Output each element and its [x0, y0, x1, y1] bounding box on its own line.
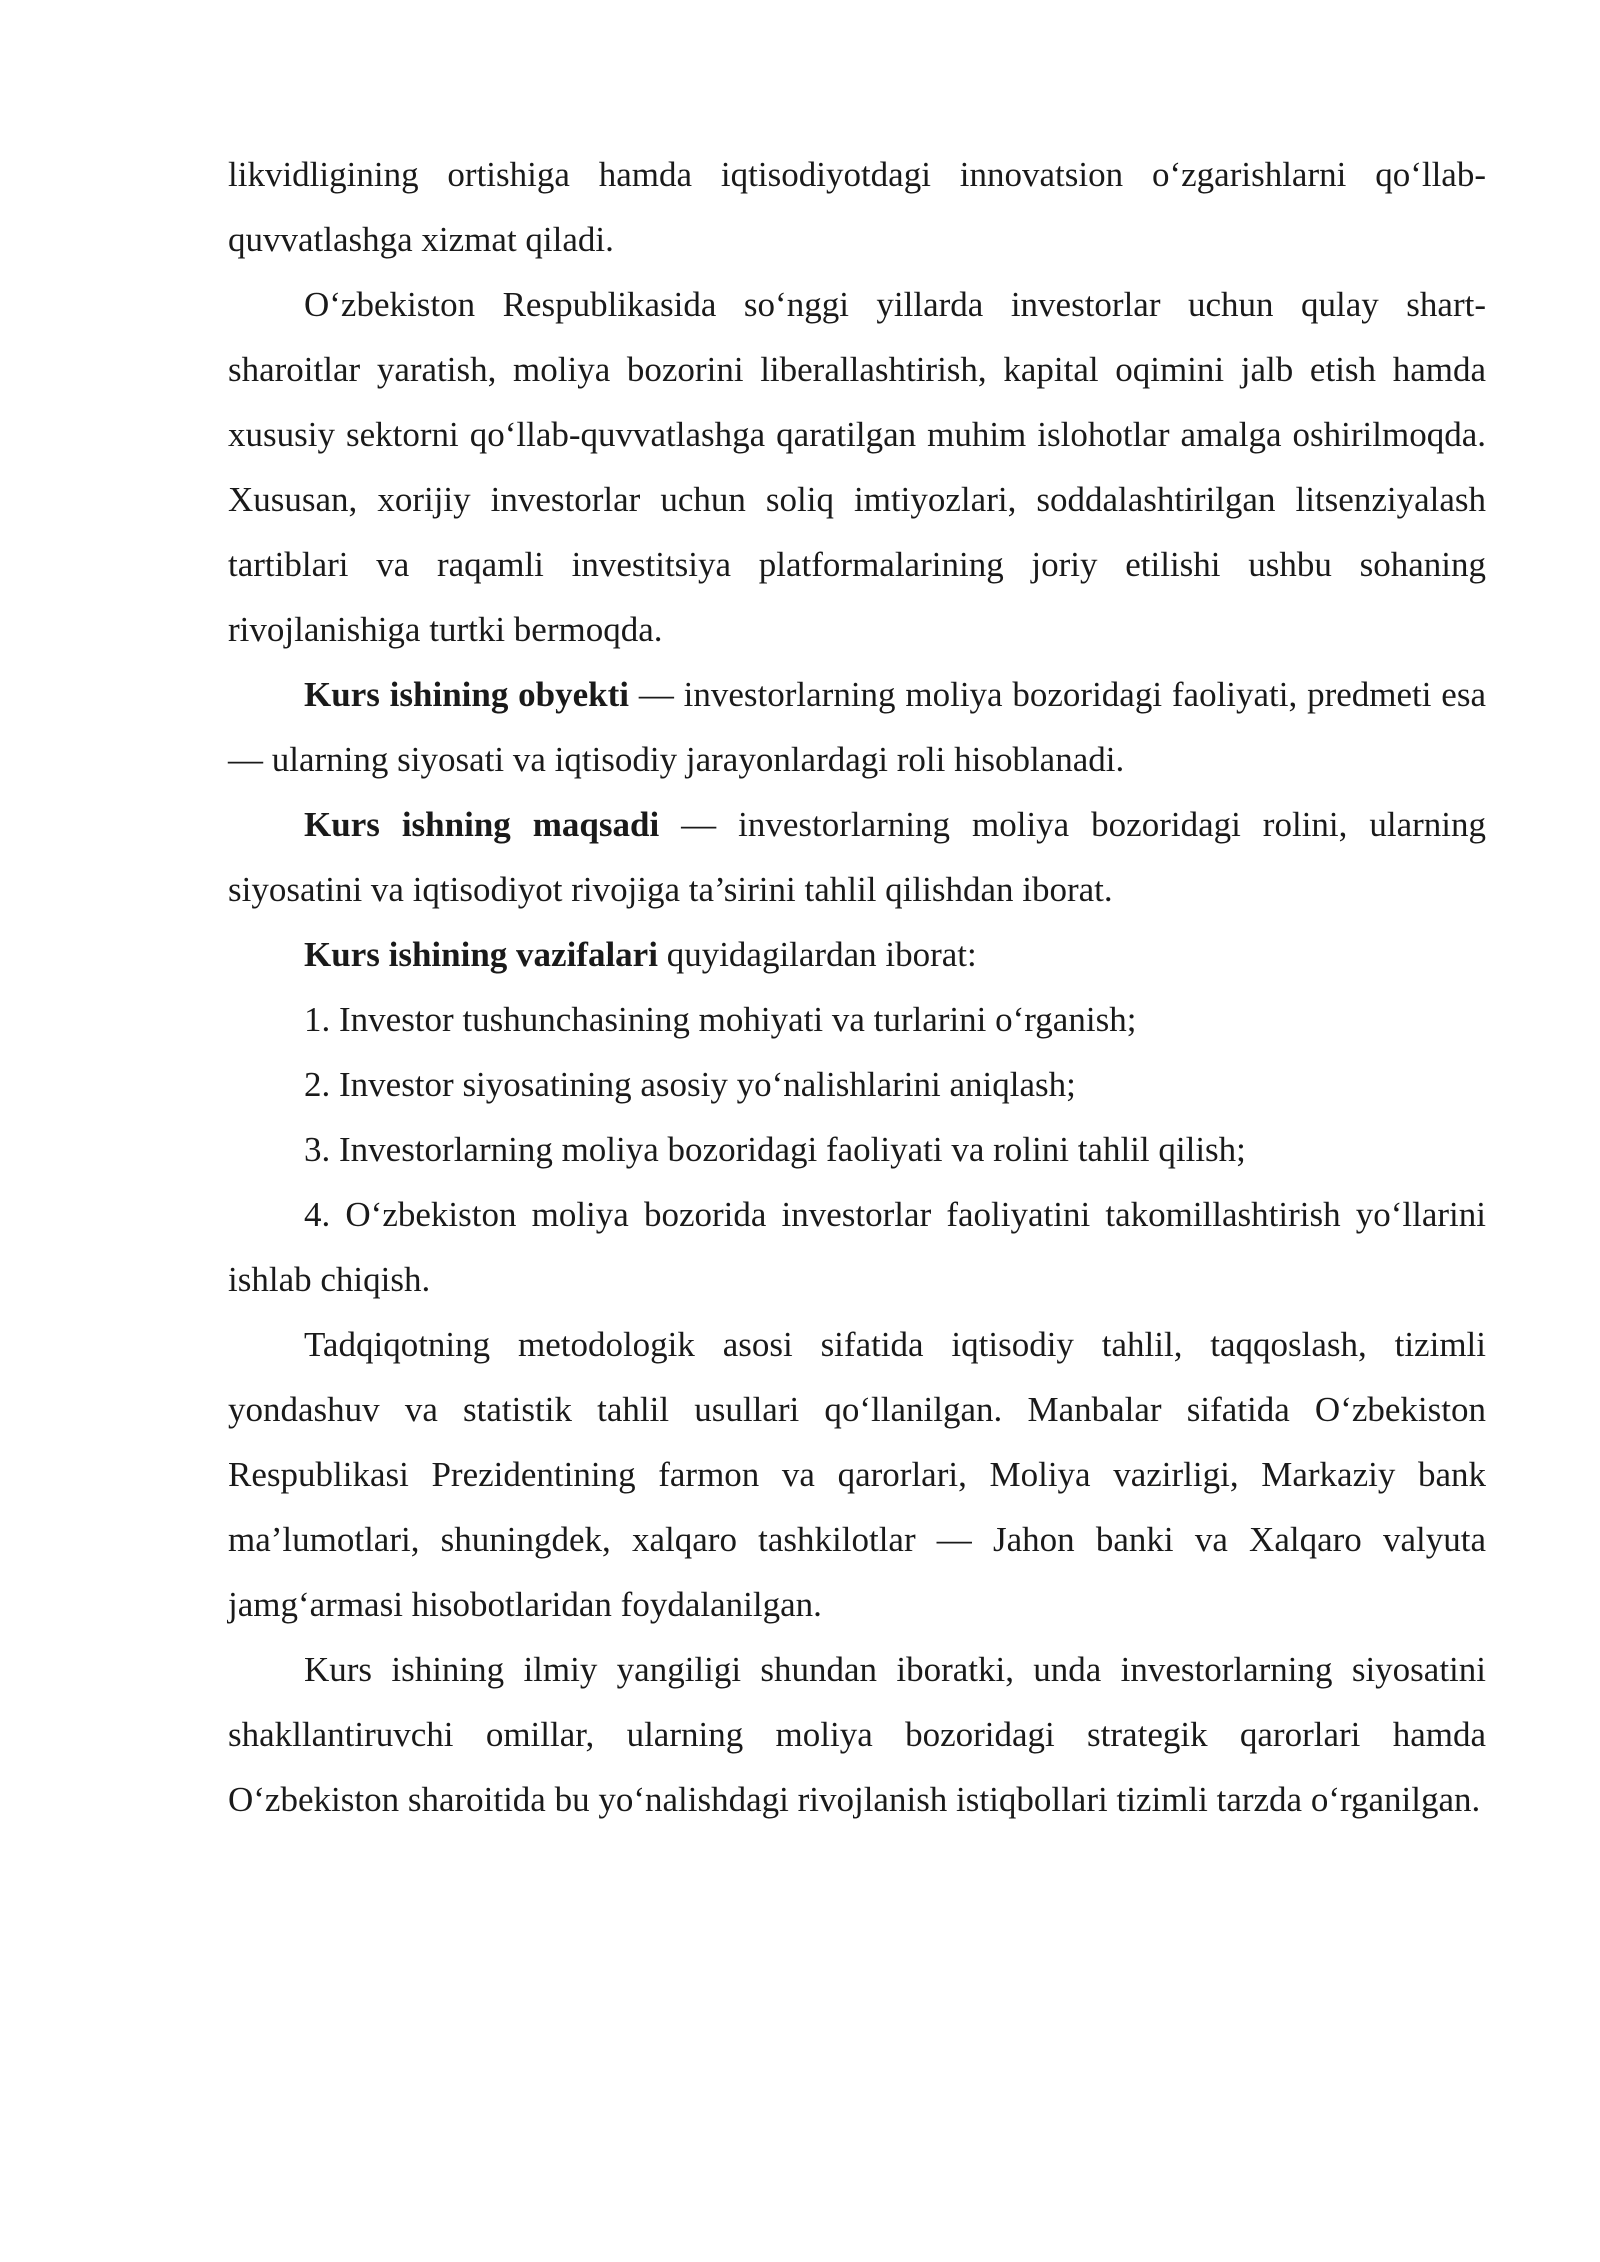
paragraph-goal: [228, 792, 1486, 922]
paragraph-reforms: O‘zbekiston Respublikasida so‘nggi yillarda investorlar uchun qulay shart-sharoitlar yaratish, moliya bozorini liberallashtirish, kapital oqimini jalb etish hamda xususiy sektorni qo‘llab-quvvatlashga qaratilgan muhim islohotlar amalga oshirilmoqda. Xususan, xorijiy investorlar uchun soliq imtiyozlari, soddalashtirilgan litsenziyalash tartiblari va raqamli investitsiya platformalarining joriy etilishi ushbu sohaning rivojlanishiga turtki bermoqda.: [228, 285, 1486, 649]
object-text: — investorlarning moliya bozoridagi faoliyati, predmeti esa — ularning siyosati va iqtisodiy jarayonlardagi roli hisoblanadi.: [228, 675, 1486, 779]
task-item-1: 1. Investor tushunchasining mohiyati va turlarini o‘rganish;: [304, 1000, 1137, 1039]
tasks-intro-text: quyidagilardan iborat:: [657, 935, 977, 974]
paragraph-tasks-intro: [228, 922, 1486, 987]
task-item-2: 2. Investor siyosatining asosiy yo‘nalishlarini aniqlash;: [304, 1065, 1076, 1104]
goal-text: — investorlarning moliya bozoridagi rolini, ularning siyosatini va iqtisodiyot rivojiga ta’sirini tahlil qilishdan iborat.: [228, 805, 1486, 909]
paragraph-continuation: likvidligining ortishiga hamda iqtisodiyotdagi innovatsion o‘zgarishlarni qo‘llab-quvvatlashga xizmat qiladi.: [228, 155, 1486, 259]
paragraph-novelty: Kurs ishining ilmiy yangiligi shundan iboratki, unda investorlarning siyosatini shakllantiruvchi omillar, ularning moliya bozoridagi strategik qarorlari hamda O‘zbekiston sharoitida bu yo‘nalishdagi rivojlanish istiqbollari tizimli tarzda o‘rganilgan.: [228, 1650, 1486, 1819]
object-heading: Kurs ishining obyekti: [304, 675, 630, 714]
task-item-4: 4. O‘zbekiston moliya bozorida investorlar faoliyatini takomillashtirish yo‘llarini ishlab chiqish.: [228, 1195, 1486, 1299]
goal-heading: Kurs ishning maqsadi: [304, 805, 660, 844]
task-item-3: 3. Investorlarning moliya bozoridagi faoliyati va rolini tahlil qilish;: [304, 1130, 1246, 1169]
paragraph-object: [228, 662, 1486, 792]
document-body: [228, 142, 1486, 1832]
tasks-heading: Kurs ishining vazifalari: [304, 935, 658, 974]
paragraph-methodology: Tadqiqotning metodologik asosi sifatida iqtisodiy tahlil, taqqoslash, tizimli yondashuv va statistik tahlil usullari qo‘llanilgan. Manbalar sifatida O‘zbekiston Respublikasi Prezidentining farmon va qarorlari, Moliya vazirligi, Markaziy bank ma’lumotlari, shuningdek, xalqaro tashkilotlar — Jahon banki va Xalqaro valyuta jamg‘armasi hisobotlaridan foydalanilgan.: [228, 1325, 1486, 1624]
